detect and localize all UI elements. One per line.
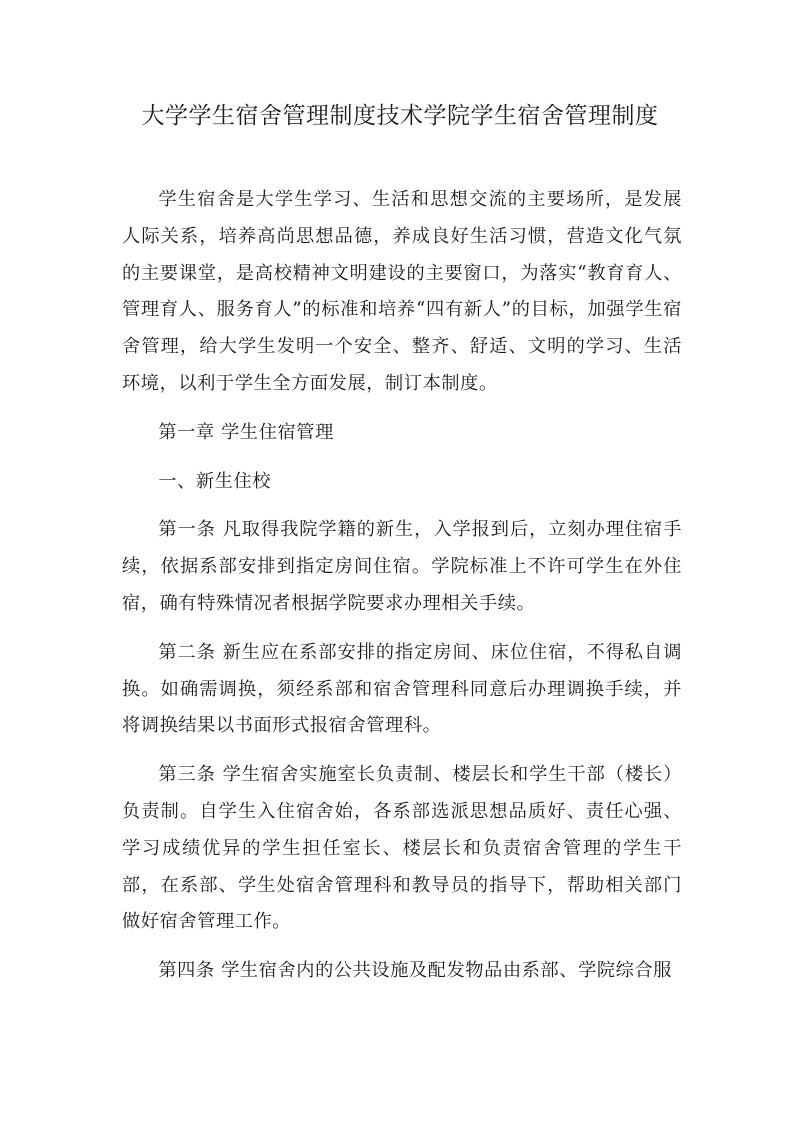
article-2: 第二条 新生应在系部安排的指定房间、床位住宿，不得私自调换。如确需调换，须经系部和宿舍管理科同意后办理调换手续，并将调换结果以书面形式报宿舍管理科。 [122,641,682,737]
article-1: 第一条 凡取得我院学籍的新生，入学报到后，立刻办理住宿手续，依据系部安排到指定房间住宿。学院标准上不许可学生在外住宿，确有特殊情况者根据学院要求办理相关手续。 [122,519,682,614]
article-3: 第三条 学生宿舍实施室长负责制、楼层长和学生干部（楼长）负责制。自学生入住宿舍始，各系部选派思想品质好、责任心强、学习成绩优异的学生担任室长、楼层长和负责宿舍管理的学生干部，在系部、学生处宿舍管理科和教导员的指导下，帮助相关部门做好宿舍管理工作。 [122,764,682,933]
document-title: 大学学生宿舍管理制度技术学院学生宿舍管理制度 [141,103,659,129]
article-4: 第四条 学生宿舍内的公共设施及配发物品由系部、学院综合服 [158,960,673,982]
section-heading: 一、新生住校 [158,470,272,492]
chapter-heading: 第一章 学生住宿管理 [158,421,334,443]
intro-paragraph: 学生宿舍是大学生学习、生活和思想交流的主要场所，是发展人际关系，培养高尚思想品德，养成良好生活习惯，营造文化气氛的主要课堂，是高校精神文明建设的主要窗口，为落实“教育育人、管理育人、服务育人”的标准和培养“四有新人”的目标，加强学生宿舍管理，给大学生发明一个安全、整齐、舒适、文明的学习、生活环境，以利于学生全方面发展，制订本制度。 [122,189,682,394]
document-body [122,182,682,990]
